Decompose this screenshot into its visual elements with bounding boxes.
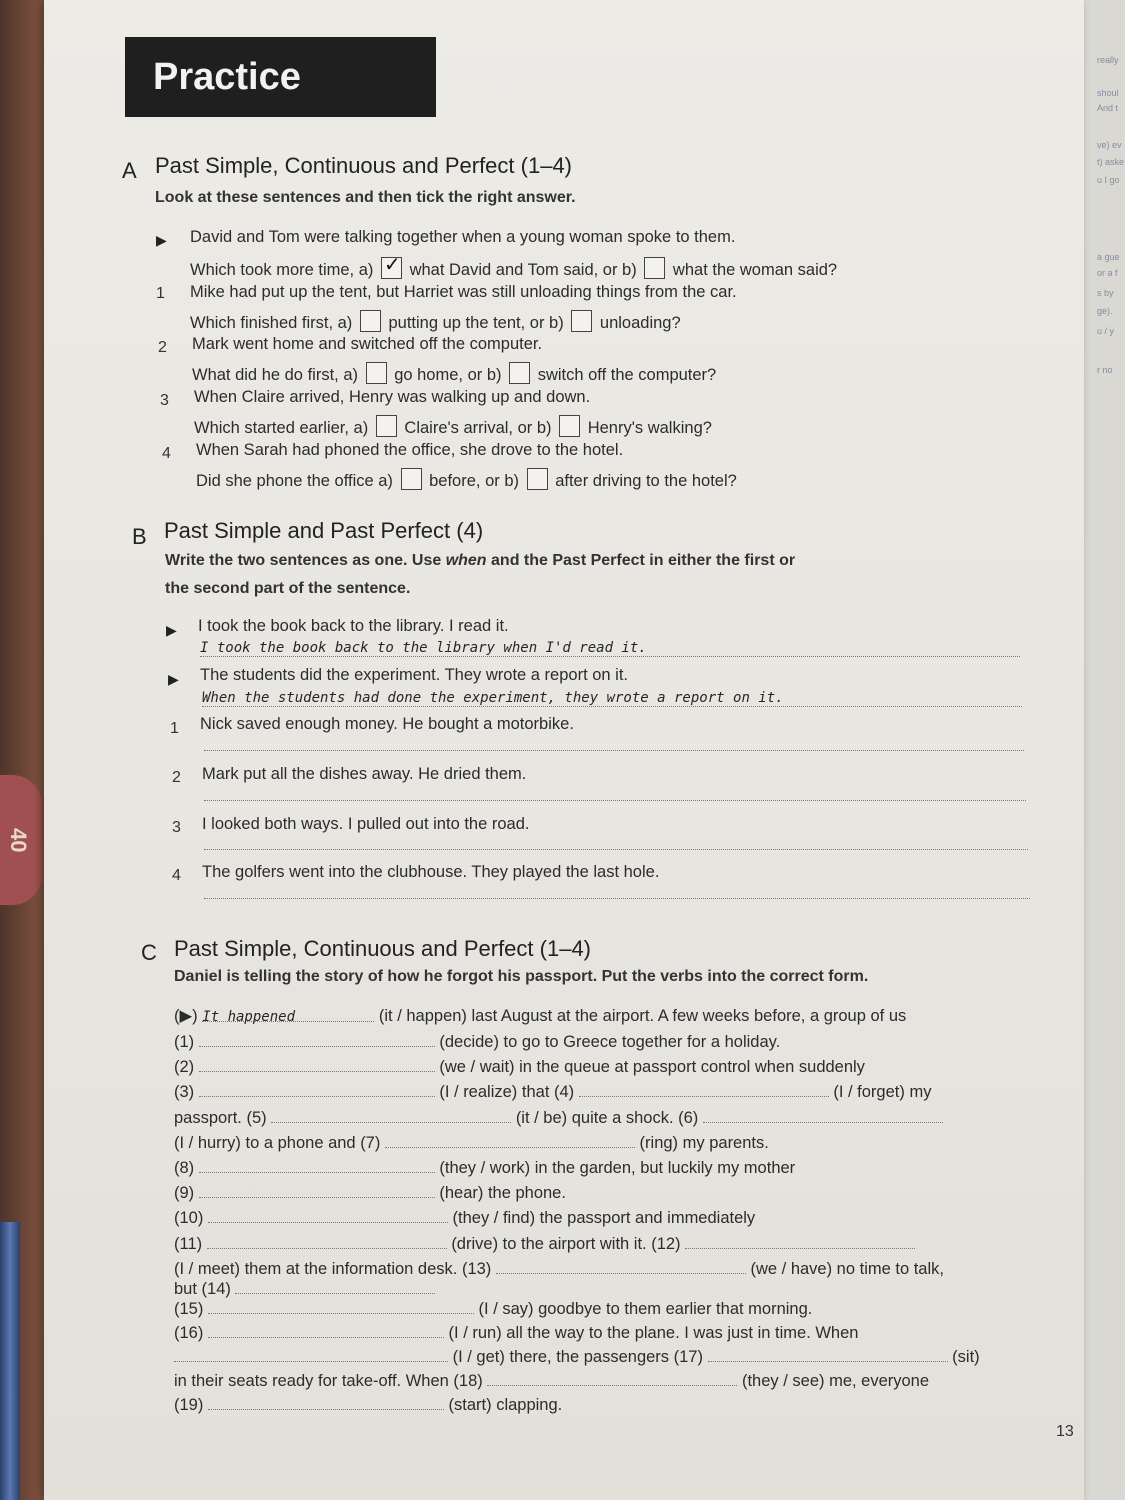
question-text: Which started earlier, a) xyxy=(194,419,369,437)
margin-snippet: u I go xyxy=(1097,175,1120,185)
story-line xyxy=(174,1109,943,1128)
answer-blank[interactable] xyxy=(208,1325,444,1338)
checkbox-b[interactable] xyxy=(559,415,580,437)
item-number: 4 xyxy=(172,867,181,884)
story-line xyxy=(174,1209,755,1228)
item-question xyxy=(194,415,712,438)
answer-line[interactable] xyxy=(204,849,1028,850)
question-text: Which finished first, a) xyxy=(190,314,353,332)
story-text: (we / have) no time to talk, xyxy=(750,1260,944,1278)
underlying-page xyxy=(1082,0,1125,1500)
question-text: before, or b) xyxy=(429,472,519,490)
story-text: (drive) to the airport with it. (12) xyxy=(451,1235,681,1253)
margin-snippet: really xyxy=(1097,55,1119,65)
item-number: (▶) xyxy=(174,1007,198,1025)
story-text: (I / hurry) to a phone and (7) xyxy=(174,1134,381,1152)
section-b-instruction-2: the second part of the sentence. xyxy=(165,580,411,597)
item-number: (15) xyxy=(174,1300,204,1318)
answer-line xyxy=(200,656,1020,657)
margin-snippet: t) aske xyxy=(1097,157,1125,167)
story-line xyxy=(174,1006,906,1026)
story-text: (it / be) quite a shock. (6) xyxy=(515,1109,699,1127)
side-number: 40 xyxy=(6,827,31,853)
answer-blank[interactable] xyxy=(199,1059,435,1072)
answer-line xyxy=(202,706,1022,707)
story-text: (start) clapping. xyxy=(448,1396,563,1414)
story-text: but (14) xyxy=(174,1280,231,1298)
question-text: unloading? xyxy=(599,314,681,332)
story-line xyxy=(174,1300,812,1319)
question-text: Henry's walking? xyxy=(587,419,712,437)
story-text: (I / get) there, the passengers (17) xyxy=(452,1348,703,1366)
question-text: after driving to the hotel? xyxy=(555,472,737,490)
item-number: (3) xyxy=(174,1083,195,1101)
story-line xyxy=(174,1235,915,1254)
item-number: (9) xyxy=(174,1184,195,1202)
item-question xyxy=(190,310,681,333)
item-number: 3 xyxy=(172,819,181,836)
example-marker: ▶ xyxy=(166,622,177,638)
checkbox-b[interactable] xyxy=(509,362,530,384)
story-text: (they / see) me, everyone xyxy=(741,1372,930,1390)
story-line xyxy=(174,1083,931,1102)
answer-blank[interactable] xyxy=(496,1261,746,1274)
answer-blank[interactable] xyxy=(685,1236,915,1249)
item-sentence: Mike had put up the tent, but Harriet was still unloading things from the car. xyxy=(190,283,737,301)
item-number: (19) xyxy=(174,1396,204,1414)
item-sentence: When Sarah had phoned the office, she drove to the hotel. xyxy=(196,441,624,459)
story-text: (I / say) goodbye to them earlier that morning. xyxy=(478,1300,813,1318)
item-question xyxy=(192,362,716,385)
answer-blank[interactable] xyxy=(208,1301,474,1314)
margin-snippet: ve) ev xyxy=(1097,140,1122,150)
story-text: (I / realize) that (4) xyxy=(439,1083,575,1101)
answer-blank[interactable] xyxy=(235,1281,435,1294)
example-sentence: The students did the experiment. They wrote a report on it. xyxy=(200,666,629,684)
page-number: 13 xyxy=(1056,1423,1074,1440)
section-c-instruction: Daniel is telling the story of how he forgot his passport. Put the verbs into the correct form. xyxy=(174,968,869,985)
answer-blank[interactable] xyxy=(199,1034,435,1047)
item-number: (2) xyxy=(174,1058,195,1076)
margin-snippet: r no xyxy=(1097,365,1113,375)
question-text: Which took more time, a) xyxy=(190,261,374,279)
page-title: Practice xyxy=(125,37,436,117)
margin-snippet: a gue xyxy=(1097,252,1120,262)
answer-blank[interactable] xyxy=(703,1110,943,1123)
answer-blank[interactable] xyxy=(208,1210,448,1223)
question-text: go home, or b) xyxy=(394,366,502,384)
section-c-letter: C xyxy=(141,940,157,965)
item-sentence: Mark went home and switched off the computer. xyxy=(192,335,543,353)
checkbox-b[interactable] xyxy=(644,257,665,279)
margin-snippet: or a f xyxy=(1097,268,1118,278)
section-b-letter: B xyxy=(132,524,147,549)
checkbox-a[interactable] xyxy=(401,468,422,490)
margin-snippet: ge). xyxy=(1097,306,1113,316)
item-number: (8) xyxy=(174,1159,195,1177)
answer-blank[interactable] xyxy=(207,1236,447,1249)
example-answer: I took the book back to the library when I'd read it. xyxy=(200,640,647,656)
item-sentence: When Claire arrived, Henry was walking up and down. xyxy=(194,388,591,406)
story-line xyxy=(174,1260,944,1279)
item-number: (10) xyxy=(174,1209,204,1227)
margin-snippet: s by xyxy=(1097,288,1114,298)
example-answer: When the students had done the experiment, they wrote a report on it. xyxy=(202,690,784,706)
question-text: switch off the computer? xyxy=(537,366,717,384)
side-object xyxy=(0,775,42,905)
section-b-title: Past Simple and Past Perfect (4) xyxy=(164,518,484,543)
section-a-instruction: Look at these sentences and then tick the right answer. xyxy=(155,189,576,206)
story-text: in their seats ready for take-off. When (18) xyxy=(174,1372,483,1390)
item-sentence: Nick saved enough money. He bought a motorbike. xyxy=(200,715,574,733)
worksheet-page xyxy=(44,0,1084,1500)
margin-snippet: And t xyxy=(1097,103,1119,113)
story-text: passport. (5) xyxy=(174,1109,267,1127)
item-question xyxy=(196,468,737,491)
item-sentence: I looked both ways. I pulled out into the road. xyxy=(202,815,530,833)
item-number: 2 xyxy=(172,769,181,786)
section-c-title: Past Simple, Continuous and Perfect (1–4) xyxy=(174,936,592,961)
story-text: (sit) xyxy=(952,1348,980,1366)
checkbox-a[interactable] xyxy=(381,254,402,279)
answer-blank[interactable] xyxy=(199,1185,435,1198)
answer-line[interactable] xyxy=(204,750,1024,751)
story-text: (ring) my parents. xyxy=(639,1134,769,1152)
answer-line[interactable] xyxy=(204,898,1030,899)
instruction-keyword: when xyxy=(445,552,487,569)
item-number: 2 xyxy=(158,339,167,356)
instruction-text: Write the two sentences as one. Use xyxy=(165,552,446,569)
instruction-text: and the Past Perfect in either the first or xyxy=(486,552,796,569)
answer-blank[interactable] xyxy=(199,1160,435,1173)
answer-line[interactable] xyxy=(204,800,1026,801)
checkbox-a[interactable] xyxy=(376,415,397,437)
story-text: (hear) the phone. xyxy=(439,1184,566,1202)
item-number: 1 xyxy=(170,720,179,737)
example-sentence: David and Tom were talking together when a young woman spoke to them. xyxy=(190,228,736,246)
story-text: (it / happen) last August at the airport. A few weeks before, a group of us xyxy=(378,1007,907,1025)
answer-blank[interactable] xyxy=(199,1084,435,1097)
example-marker: ▶ xyxy=(156,232,167,248)
story-text: (I / forget) my xyxy=(833,1083,932,1101)
item-number: 1 xyxy=(156,285,165,302)
checkbox-a[interactable] xyxy=(366,362,387,384)
story-text: (decide) to go to Greece together for a holiday. xyxy=(439,1033,781,1051)
answer-blank: It happened xyxy=(202,1009,374,1022)
example-sentence: I took the book back to the library. I read it. xyxy=(198,617,509,635)
story-text: (they / work) in the garden, but luckily my mother xyxy=(439,1159,796,1177)
answer-blank[interactable] xyxy=(208,1397,444,1410)
example-marker: ▶ xyxy=(168,671,179,687)
answer-blank[interactable] xyxy=(271,1110,511,1123)
question-text: What did he do first, a) xyxy=(192,366,358,384)
checkbox-b[interactable] xyxy=(571,310,592,332)
answer-blank[interactable] xyxy=(579,1084,829,1097)
item-sentence: The golfers went into the clubhouse. They played the last hole. xyxy=(202,863,660,881)
story-line xyxy=(174,1184,566,1203)
story-text: (they / find) the passport and immediately xyxy=(452,1209,756,1227)
answer-blank[interactable] xyxy=(174,1349,448,1362)
section-a-title: Past Simple, Continuous and Perfect (1–4) xyxy=(155,153,573,178)
story-line xyxy=(174,1280,435,1299)
section-b-instruction xyxy=(165,552,795,570)
checkbox-b[interactable] xyxy=(527,468,548,490)
checkbox-a[interactable] xyxy=(360,310,381,332)
item-number: 3 xyxy=(160,392,169,409)
story-line xyxy=(174,1058,865,1077)
item-number: 4 xyxy=(162,445,171,462)
story-line xyxy=(174,1324,858,1343)
story-text: (I / run) all the way to the plane. I was just in time. When xyxy=(448,1324,859,1342)
margin-snippet: u / y xyxy=(1097,326,1115,336)
story-line xyxy=(174,1033,780,1052)
question-text: what the woman said? xyxy=(672,261,838,279)
question-text: what David and Tom said, or b) xyxy=(409,261,637,279)
story-line xyxy=(174,1159,795,1178)
story-line xyxy=(174,1372,929,1391)
question-text: putting up the tent, or b) xyxy=(388,314,564,332)
answer-blank[interactable] xyxy=(708,1349,948,1362)
example-question xyxy=(190,254,838,280)
item-sentence: Mark put all the dishes away. He dried them. xyxy=(202,765,527,783)
item-number: (16) xyxy=(174,1324,204,1342)
answer-blank[interactable] xyxy=(487,1373,737,1386)
item-number: (11) xyxy=(174,1235,203,1253)
story-line xyxy=(174,1134,769,1153)
story-line xyxy=(174,1396,562,1415)
check-icon: ✓ xyxy=(383,254,401,276)
answer-blank[interactable] xyxy=(385,1135,635,1148)
section-a-letter: A xyxy=(122,158,137,183)
story-text: (we / wait) in the queue at passport control when suddenly xyxy=(439,1058,865,1076)
margin-snippet: shoul xyxy=(1097,88,1119,98)
pen xyxy=(0,1222,20,1500)
item-number: (1) xyxy=(174,1033,195,1051)
question-text: Claire's arrival, or b) xyxy=(404,419,552,437)
story-text: (I / meet) them at the information desk. (13) xyxy=(174,1260,492,1278)
question-text: Did she phone the office a) xyxy=(196,472,393,490)
story-line xyxy=(174,1348,980,1367)
